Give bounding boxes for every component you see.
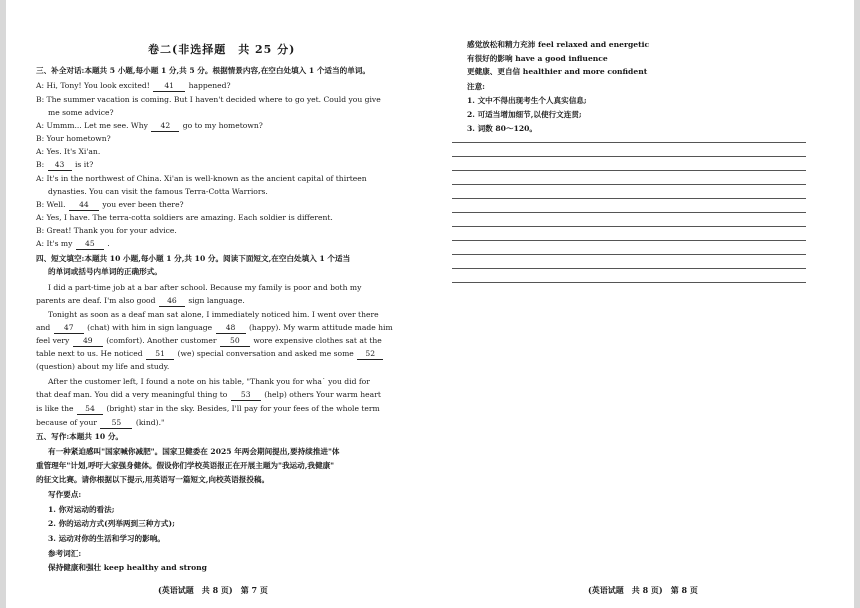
dialogue-line: B: Well. 44 you ever been there?	[36, 200, 184, 209]
dialogue-line: B: Your hometown?	[36, 134, 111, 143]
section-4-heading: 四、短文填空:本题共 10 小题,每小题 1 分,共 10 分。阅读下面短文,在空白处填入 1 个适当	[36, 254, 351, 263]
writing-requirements-label: 写作要点:	[48, 490, 82, 499]
page-footer: (英语试题 共 8 页) 第 8 页	[588, 585, 698, 595]
blank-49[interactable]: 49	[73, 336, 103, 347]
writing-line[interactable]	[452, 212, 806, 213]
page-footer: (英语试题 共 8 页) 第 7 页	[158, 585, 268, 595]
dialogue-line: dynasties. You can visit the famous Terra-Cotta Warriors.	[48, 187, 268, 196]
passage-line: and 47 (chat) with him in sign language 48 (happy). My warm attitude made him	[36, 323, 393, 332]
note-item: 1. 文中不得出现考生个人真实信息;	[467, 96, 587, 105]
passage-line: After the customer left, I found a note on his table, "Thank you for wha˙ you did for	[48, 377, 370, 386]
writing-line[interactable]	[452, 142, 806, 143]
section-3-heading: 三、补全对话:本题共 5 小题,每小题 1 分,共 5 分。根据情景内容,在空白处填入 1 个适当的单词。	[36, 66, 370, 75]
page-8	[430, 0, 860, 608]
vocabulary-item: 更健康、更自信 healthier and more confident	[467, 67, 648, 76]
blank-54[interactable]: 54	[77, 404, 103, 415]
blank-45[interactable]: 45	[76, 239, 104, 250]
notes-label: 注意:	[467, 82, 485, 91]
writing-line[interactable]	[452, 282, 806, 283]
dialogue-line: A: It's in the northwest of China. Xi'an is well-known as the ancient capital of thirteen	[36, 174, 367, 183]
writing-line[interactable]	[452, 184, 806, 185]
blank-55[interactable]: 55	[100, 418, 132, 429]
writing-prompt-line: 有一种紧迫感叫"国家喊你减肥"。国家卫健委在 2025 年两会期间提出,要持续推进"体	[48, 447, 340, 456]
passage-line: is like the 54 (bright) star in the sky. Besides, I'll pay for your fees of the whole term	[36, 404, 380, 413]
blank-46[interactable]: 46	[159, 296, 185, 307]
dialogue-line: A: It's my 45 .	[36, 239, 110, 248]
section-5-heading: 五、写作:本题共 10 分。	[36, 432, 124, 441]
blank-41[interactable]: 41	[153, 81, 185, 92]
passage-line: parents are deaf. I'm also good 46 sign language.	[36, 296, 245, 305]
writing-line[interactable]	[452, 198, 806, 199]
writing-prompt-line: 重管理年"计划,呼吁大家强身健体。假设你们学校英语报正在开展主题为"我运动,我健康"	[36, 461, 335, 470]
dialogue-line: B: 43 is it?	[36, 160, 94, 169]
vocabulary-item: 感觉放松和精力充沛 feel relaxed and energetic	[467, 40, 650, 49]
blank-48[interactable]: 48	[216, 323, 246, 334]
dialogue-line: A: Yes. It's Xi'an.	[36, 147, 101, 156]
dialogue-line: me some advice?	[48, 108, 114, 117]
note-item: 3. 词数 80～120。	[467, 124, 538, 133]
blank-47[interactable]: 47	[54, 323, 84, 334]
dialogue-line: B: Great! Thank you for your advice.	[36, 226, 177, 235]
dialogue-line: A: Hi, Tony! You look excited! 41 happened?	[36, 81, 231, 90]
writing-line[interactable]	[452, 240, 806, 241]
blank-43[interactable]: 43	[48, 160, 72, 171]
vocabulary-item: 有很好的影响 have a good influence	[467, 54, 608, 63]
writing-requirement: 3. 运动对你的生活和学习的影响。	[48, 534, 165, 543]
blank-52[interactable]: 52	[357, 349, 383, 360]
note-item: 2. 可适当增加细节,以使行文连贯;	[467, 110, 582, 119]
blank-42[interactable]: 42	[151, 121, 179, 132]
writing-line[interactable]	[452, 268, 806, 269]
blank-51[interactable]: 51	[146, 349, 174, 360]
dialogue-line: A: Ummm... Let me see. Why 42 go to my hometown?	[36, 121, 263, 130]
dialogue-line: A: Yes, I have. The terra-cotta soldiers are amazing. Each soldier is different.	[36, 213, 333, 222]
writing-line[interactable]	[452, 226, 806, 227]
writing-requirement: 2. 你的运动方式(列举两到三种方式);	[48, 519, 175, 528]
passage-line: that deaf man. You did a very meaningful thing to 53 (help) others Your warm heart	[36, 390, 381, 399]
blank-44[interactable]: 44	[69, 200, 99, 211]
writing-line[interactable]	[452, 254, 806, 255]
passage-line: because of your 55 (kind)."	[36, 418, 165, 427]
writing-prompt-line: 的征文比赛。请你根据以下提示,用英语写一篇短文,向校英语报投稿。	[36, 475, 270, 484]
passage-line: I did a part-time job at a bar after school. Because my family is poor and both my	[48, 283, 362, 292]
writing-line[interactable]	[452, 170, 806, 171]
vocabulary-item: 保持健康和强壮 keep healthy and strong	[48, 563, 207, 572]
blank-53[interactable]: 53	[231, 390, 261, 401]
passage-line: Tonight as soon as a deaf man sat alone, I immediately noticed him. I went over there	[48, 310, 379, 319]
blank-50[interactable]: 50	[220, 336, 250, 347]
section-4-heading-cont: 的单词或括号内单词的正确形式。	[48, 267, 162, 276]
writing-line[interactable]	[452, 156, 806, 157]
writing-requirement: 1. 你对运动的看法;	[48, 505, 115, 514]
passage-line: table next to us. He noticed 51 (we) special conversation and asked me some 52	[36, 349, 384, 360]
vocabulary-label: 参考词汇:	[48, 549, 82, 558]
passage-line: (question) about my life and study.	[36, 362, 170, 371]
dialogue-line: B: The summer vacation is coming. But I haven't decided where to go yet. Could you give	[36, 95, 381, 104]
passage-line: feel very 49 (comfort). Another customer 50 wore expensive clothes sat at the	[36, 336, 382, 345]
section-title: 卷二(非选择题 共 25 分)	[148, 43, 296, 56]
